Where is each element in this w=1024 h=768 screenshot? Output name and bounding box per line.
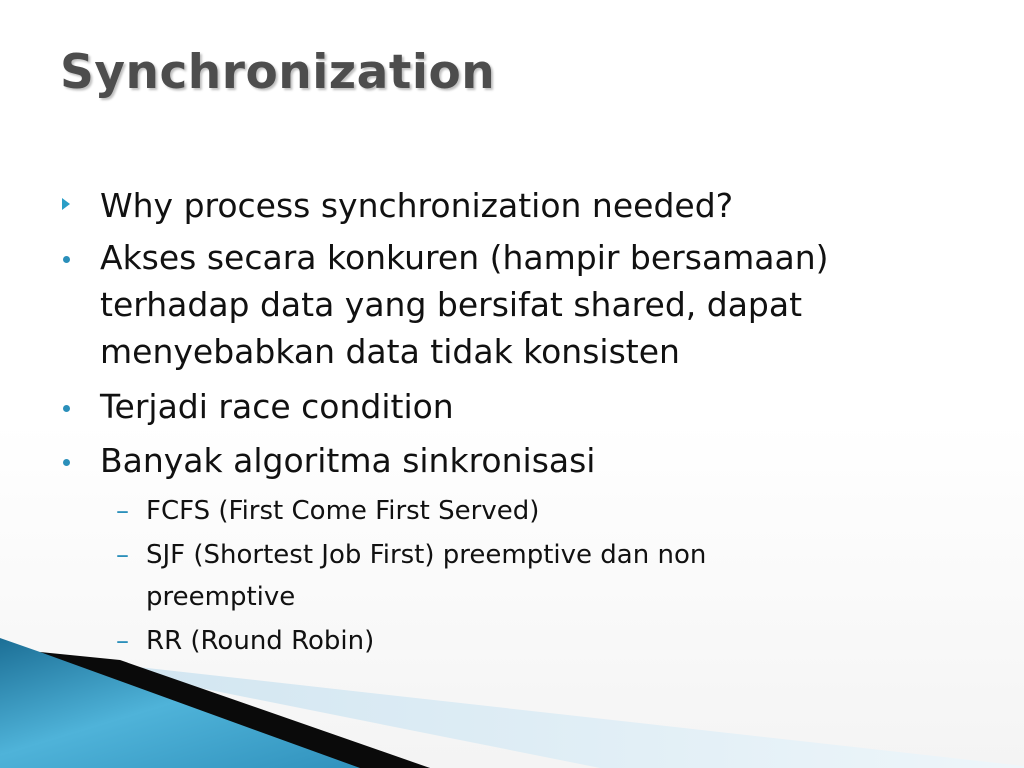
bullet-text: Terjadi race condition: [100, 387, 454, 426]
sub-bullet-text: FCFS (First Come First Served): [146, 496, 540, 526]
slide-title: Synchronization: [60, 45, 496, 100]
sub-bullet-text: SJF (Shortest Job First) preemptive dan non: [146, 540, 707, 570]
dash-bullet-icon: –: [116, 540, 129, 570]
bullet-text: menyebabkan data tidak konsisten: [100, 332, 680, 371]
dot-bullet-icon: [63, 459, 70, 466]
sub-bullet-text: preemptive: [146, 582, 296, 612]
sub-bullet-text: RR (Round Robin): [146, 626, 375, 656]
dot-bullet-icon: [63, 256, 70, 263]
dot-bullet-icon: [63, 405, 70, 412]
triangle-bullet-icon: [62, 198, 70, 210]
bullet-text: terhadap data yang bersifat shared, dapat: [100, 285, 803, 324]
bullet-text: Banyak algoritma sinkronisasi: [100, 441, 596, 480]
dash-bullet-icon: –: [116, 626, 129, 656]
decorative-swoosh: [0, 638, 1024, 768]
bullet-text: Akses secara konkuren (hampir bersamaan): [100, 238, 829, 277]
dash-bullet-icon: –: [116, 496, 129, 526]
bullet-text: Why process synchronization needed?: [100, 186, 734, 225]
